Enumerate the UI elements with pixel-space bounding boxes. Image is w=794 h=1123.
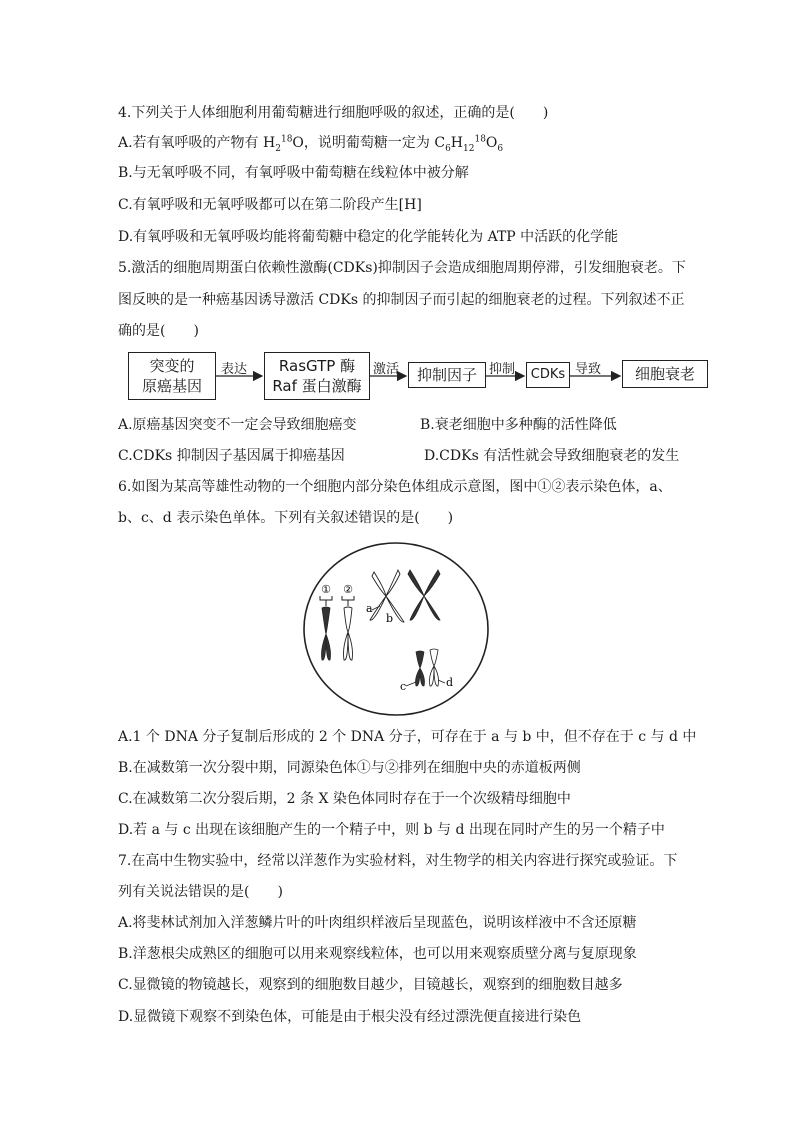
q7-stem-line1: 7.在高中生物实验中，经常以洋葱作为实验材料，对生物学的相关内容进行探究或验证。下 <box>118 853 678 869</box>
chromosome-small-dark <box>416 651 425 686</box>
q7-option-c: C.显微镜的物镜越长，观察到的细胞数目越少，目镜越长，观察到的细胞数目越多 <box>118 977 623 993</box>
q4-option-d: D.有氧呼吸和无氧呼吸均能将葡萄糖中稳定的化学能转化为 ATP 中活跃的化学能 <box>118 229 619 245</box>
q4-option-c: C.有氧呼吸和无氧呼吸都可以在第二阶段产生[H] <box>118 197 422 213</box>
q6-stem-line1: 6.如图为某高等雄性动物的一个细胞内部分染色体组成示意图，图中①②表示染色体，a、 <box>118 479 672 495</box>
label-a: a <box>366 602 373 615</box>
cell-membrane <box>304 543 488 715</box>
flow-box-inhibitor: 抑制因子 <box>408 362 486 388</box>
flow-label-inhibit: 抑制 <box>489 362 516 377</box>
q5-option-c: C.CDKs 抑制因子基因属于抑癌基因 <box>118 448 345 464</box>
q5-stem-line3: 确的是( ) <box>118 323 199 339</box>
q5-stem-line2: 图反映的是一种癌基因诱导激活 CDKs 的抑制因子而引起的细胞衰老的过程。下列叙述不正 <box>118 292 685 308</box>
chromosome-1 <box>322 607 331 660</box>
chromosome-small-light <box>430 649 439 686</box>
q4-option-a: A.若有氧呼吸的产物有 $H_2^{18}O$，说明葡萄糖一定为 $C_6H_{12}^{18}O_6$ <box>118 134 504 154</box>
q6-option-a: A.1 个 DNA 分子复制后形成的 2 个 DNA 分子，可存在于 a 与 b 中，但不存在于 c 与 d 中 <box>118 729 697 745</box>
q6-option-b: B.在减数第一次分裂中期，同源染色体①与②排列在细胞中央的赤道板两侧 <box>118 760 581 776</box>
label-b: b <box>386 612 394 625</box>
q7-option-a: A.将斐林试剂加入洋葱鳞片叶的叶肉组织样液后呈现蓝色，说明该样液中不含还原糖 <box>118 915 637 931</box>
q5-option-b: B.衰老细胞中多种酶的活性降低 <box>420 417 617 433</box>
q7-option-d: D.显微镜下观察不到染色体，可能是由于根尖没有经过漂洗便直接进行染色 <box>118 1009 582 1025</box>
q6-option-d: D.若 a 与 c 出现在该细胞产生的一个精子中，则 b 与 d 出现在同时产生的另一个精子中 <box>118 822 665 838</box>
q5-stem-line1: 5.激活的细胞周期蛋白依赖性激酶(CDKs)抑制因子会造成细胞周期停滞，引发细胞衰老。下 <box>118 260 686 276</box>
flow-box-proto-oncogene: 突变的 原癌基因 <box>128 352 216 400</box>
q4-option-b: B.与无氧呼吸不同，有氧呼吸中葡萄糖在线粒体中被分解 <box>118 165 469 181</box>
q7-stem-line2: 列有关说法错误的是( ) <box>118 884 283 900</box>
flow-box-senescence: 细胞衰老 <box>622 360 708 388</box>
label-chromosome-1: ① <box>321 583 331 596</box>
flow-label-cause: 导致 <box>575 362 602 377</box>
q6-stem-line2: b、c、d 表示染色单体。下列有关叙述错误的是( ) <box>118 510 454 526</box>
flow-label-activate: 激活 <box>373 362 400 377</box>
q5-option-d: D.CDKs 有活性就会导致细胞衰老的发生 <box>424 448 680 464</box>
q4-stem: 4.下列关于人体细胞利用葡萄糖进行细胞呼吸的叙述，正确的是( ) <box>118 105 549 121</box>
flow-box-enzymes: RasGTP 酶 Raf 蛋白激酶 <box>264 352 370 400</box>
flow-label-express: 表达 <box>221 362 248 377</box>
label-chromosome-2: ② <box>343 583 353 596</box>
q6-option-c: C.在减数第二次分裂后期，2 条 X 染色体同时存在于一个次级精母细胞中 <box>118 791 571 807</box>
chromosome-x-dark <box>408 570 440 620</box>
q5-option-a: A.原癌基因突变不一定会导致细胞癌变 <box>118 417 357 433</box>
chromosome-2 <box>344 607 353 660</box>
q6-cell-diagram <box>300 540 492 718</box>
label-c: c <box>400 680 407 693</box>
label-d: d <box>446 676 454 689</box>
q7-option-b: B.洋葱根尖成熟区的细胞可以用来观察线粒体，也可以用来观察质壁分离与复原现象 <box>118 946 637 962</box>
flow-box-cdks: CDKs <box>526 362 570 388</box>
